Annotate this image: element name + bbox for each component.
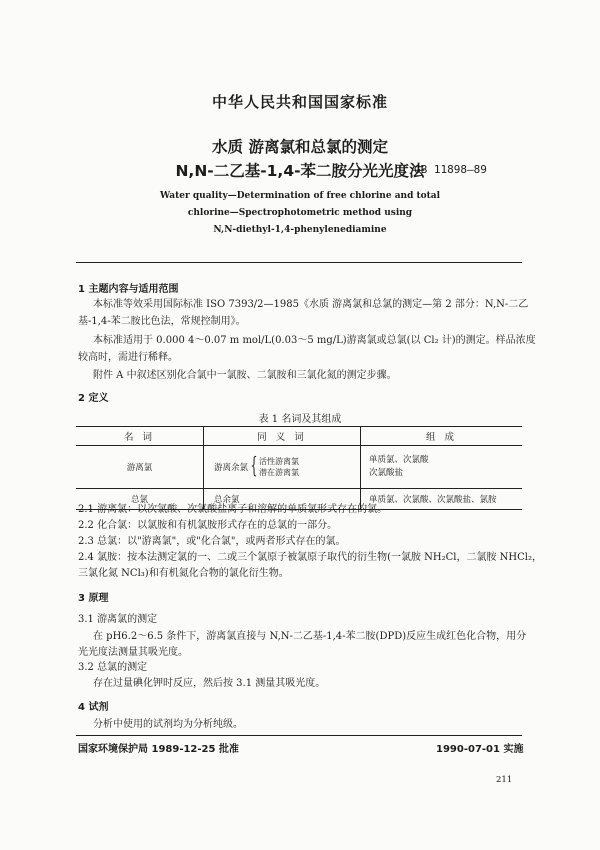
col-header-synonym: 同 义 词 [204,427,361,446]
term-cell: 游离氯 [76,446,204,489]
synonym-lead: 游离余氯 [214,463,249,473]
definition-2-3: 2.3 总氯：以"游离氯"，或"化合氯"，或两者形式存在的氯。 [78,536,346,547]
composition-cell [361,446,523,489]
footer-divider [76,735,522,736]
page-number: 211 [496,775,513,785]
subsection-3-1: 3.1 游离氯的测定 [78,614,158,625]
table-header-row [76,427,522,446]
composition-item: 次氯酸盐 [369,468,404,478]
standard-header: 中华人民共和国国家标准 [211,93,388,111]
section-2-heading: 2 定义 [78,393,109,404]
implementation-date: 1990-07-01 实施 [436,744,524,755]
term-cell: 总氯 [76,489,204,510]
section-4-heading: 4 试剂 [78,702,109,713]
s4-paragraph-1: 分析中使用的试剂均为分析纯级。 [93,719,243,730]
standard-number: GB 11898—89 [414,163,487,176]
s3-paragraph-1b: 光光度法测量其吸光度。 [78,647,188,658]
s1-paragraph-3: 附件 A 中叙述区别化合氯中一氯胺、二氯胺和三氯化氮的测定步骤。 [93,370,397,381]
section-3-heading: 3 原理 [78,593,109,604]
section-1-heading: 1 主题内容与适用范围 [78,284,179,295]
composition-cell: 单质氯、次氯酸、次氯酸盐、氯胺 [361,489,523,510]
s3-paragraph-1a: 在 pH6.2～6.5 条件下，游离氯直接与 N,N-二乙基-1,4-苯二胺(DPD)反应生成红色化合物，用分 [93,631,527,642]
brace-glyph: { [250,454,258,479]
approval-info: 国家环境保护局 1989-12-25 批准 [78,744,239,755]
s1-paragraph-1a: 本标准等效采用国际标准 ISO 7393/2—1985《水质 游离氯和总氯的测定—第 2 部分：N,N-二乙 [93,299,529,310]
s3-paragraph-2: 存在过量碘化钾时反应，然后按 3.1 测量其吸光度。 [93,678,326,689]
table-row [76,446,522,489]
composition-item: 单质氯、次氯酸 [369,455,429,465]
synonym-item: 潜在游离氯 [259,468,300,477]
table-caption: 表 1 名词及其组成 [258,414,342,425]
title-line-2: N,N-二乙基-1,4-苯二胺分光光度法 [175,162,425,180]
top-divider [76,262,522,263]
col-header-composition: 组 成 [361,427,523,446]
english-title-1: Water quality—Determination of free chlorine and total [159,191,441,201]
s1-paragraph-2a: 本标准适用于 0.000 4～0.07 m mol/L(0.03～5 mg/L)游离氯或总氯(以 Cl₂ 计)的测定。样品浓度 [93,335,536,346]
subsection-3-2: 3.2 总氯的测定 [78,662,148,673]
col-header-term: 名 词 [76,427,204,446]
s1-paragraph-1b: 基-1,4-苯二胺比色法，常规控制用》。 [78,316,246,327]
definition-2-4b: 三氯化氮 NCl₃)和有机氮化合物的氯化衍生物。 [78,568,289,579]
title-line-1: 水质 游离氯和总氯的测定 [212,138,388,156]
synonym-cell [204,446,361,489]
english-title-2: chlorine—Spectrophotometric method using [187,208,413,218]
s1-paragraph-2b: 较高时，需进行稀释。 [78,352,178,363]
definition-2-2: 2.2 化合氯：以氯胺和有机氯胺形式存在的总氯的一部分。 [78,520,338,531]
definition-2-4a: 2.4 氯胺：按本法测定氯的一、二或三个氯原子被氯原子取代的衍生物(一氯胺 NH₂Cl，二氯胺 NHCl₂， [78,552,542,563]
english-title-3: N,N-diethyl-1,4-phenylenediamine [213,225,387,235]
definition-2-1: 2.1 游离氯：以次氯酸、次氯酸盐离子和溶解的单质氯形式存在的氯。 [78,504,388,515]
synonym-cell: 总余氯 [204,489,361,510]
synonym-item: 活性游离氯 [259,457,300,466]
definitions-table [76,426,522,510]
